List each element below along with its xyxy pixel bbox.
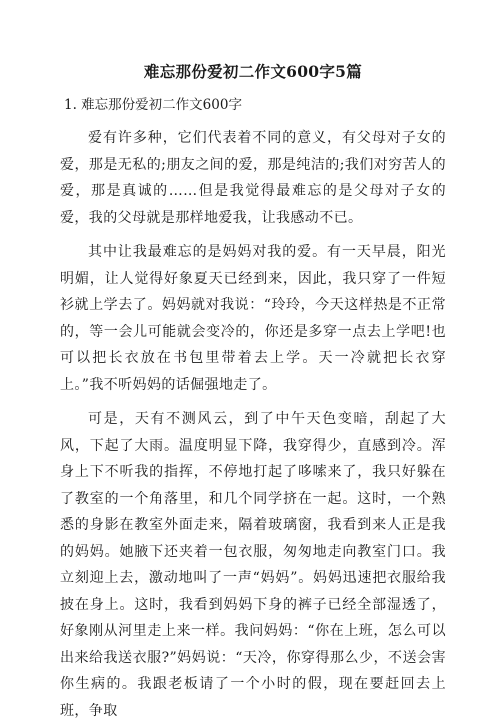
section-heading: 1. 难忘那份爱初二作文600字 — [64, 97, 242, 113]
paragraph-2: 其中让我最难忘的是妈妈对我的爱。有一天早晨，阳光明媚，让人觉得好象夏天已经到来，因此，我只穿了一件短衫就上学去了。妈妈就对我说：“玲玲，今天这样热是不正常的，等一会儿可能就会变冷的，你还是多穿一点去上学吧!也可以把长衣放在书包里带着去上学。天一冷就把长衣穿上。”我不听妈妈的话倔强地走了。 — [60, 244, 446, 393]
paragraph-3: 可是，天有不测风云，到了中午天色变暗，刮起了大风，下起了大雨。温度明显下降，我穿得少，直感到冷。浑身上下不听我的指挥，不停地打起了哆嗦来了，我只好躲在了教室的一个角落里，和几个同学挤在一起。这时，一个熟悉的身影在教室外面走来，隔着玻璃窗，我看到来人正是我的妈妈。她腋下还夹着一包衣服，匆匆地走向教室门口。我立刻迎上去，激动地叫了一声“妈妈”。妈妈迅速把衣服给我披在身上。这时，我看到妈妈下身的裤子已经全部湿透了，好象刚从河里走上来一样。我问妈妈：“你在上班，怎么可以出来给我送衣服?”妈妈说：“天冷，你穿得那么少，不送会害你生病的。我跟老板请了一个小时的假，现在要赶回去上班，争取 — [60, 411, 446, 719]
document-title: 难忘那份爱初二作文600字5篇 — [143, 62, 363, 81]
paragraph-1: 爱有许多种，它们代表着不同的意义，有父母对子女的爱，那是无私的;朋友之间的爱，那是纯洁的;我们对穷苦人的爱，那是真诚的……但是我觉得最难忘的是父母对子女的爱，我的父母就是那样地爱我，让我感动不已。 — [60, 130, 446, 226]
